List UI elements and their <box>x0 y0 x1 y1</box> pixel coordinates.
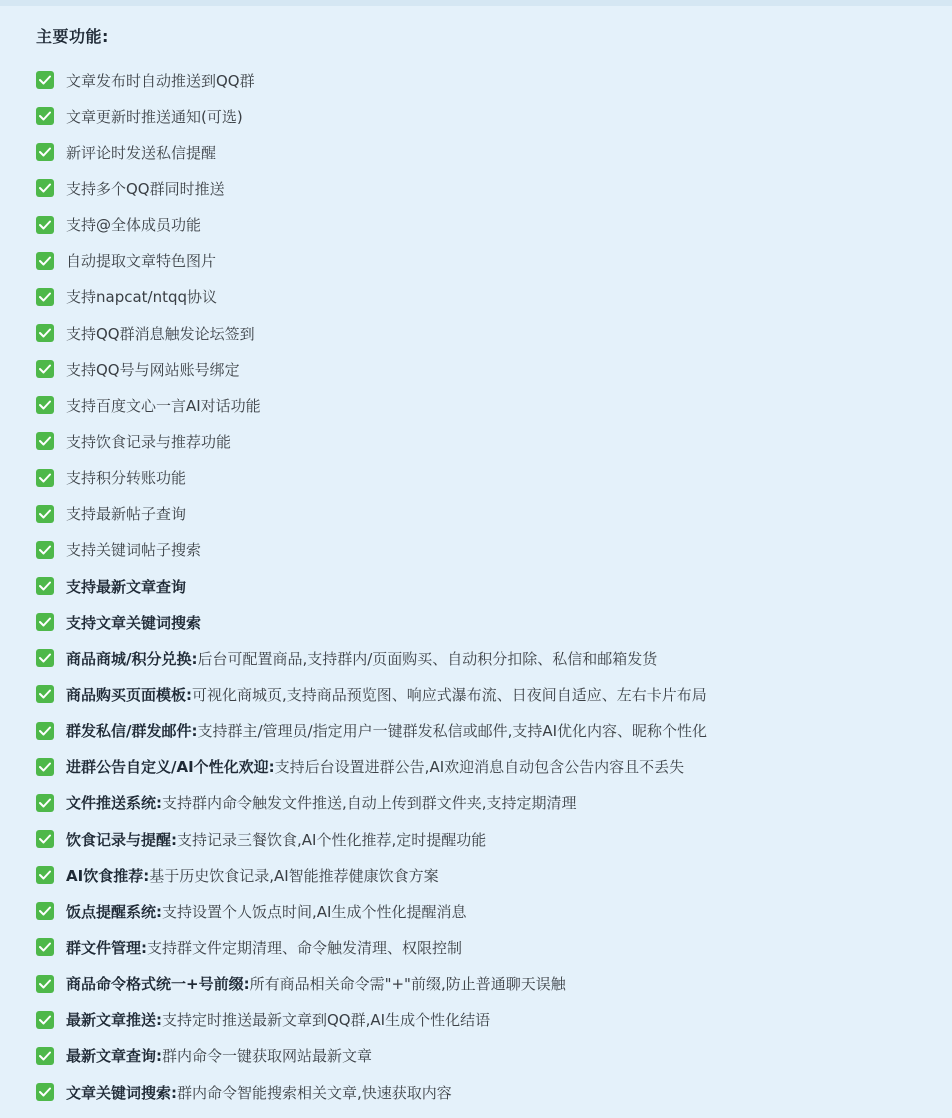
feature-title: 商品购买页面模板: <box>66 685 192 704</box>
feature-item <box>36 713 952 749</box>
feature-description: 可视化商城页,支持商品预览图、响应式瀑布流、日夜间自适应、左右卡片布局 <box>192 685 707 704</box>
feature-item <box>36 98 952 134</box>
section-heading: 主要功能: <box>36 27 109 46</box>
feature-description: 群内命令一键获取网站最新文章 <box>162 1047 373 1066</box>
feature-item <box>36 387 952 423</box>
check-box-icon <box>36 577 54 595</box>
check-box-icon <box>36 649 54 667</box>
feature-title: 饮食记录与提醒: <box>66 830 177 849</box>
feature-title: 支持饮食记录与推荐功能 <box>66 432 232 451</box>
feature-description: 支持记录三餐饮食,AI个性化推荐,定时提醒功能 <box>177 830 487 849</box>
feature-item <box>36 929 952 965</box>
feature-title: 支持QQ号与网站账号绑定 <box>66 360 240 379</box>
feature-title: 商品命令格式统一+号前缀: <box>66 975 250 994</box>
feature-item <box>36 62 952 98</box>
feature-item <box>36 315 952 351</box>
check-box-icon <box>36 252 54 270</box>
check-box-icon <box>36 975 54 993</box>
feature-title: 饭点提醒系统: <box>66 902 162 921</box>
feature-description: 支持群内命令触发文件推送,自动上传到群文件夹,支持定期清理 <box>162 794 577 813</box>
feature-item <box>36 170 952 206</box>
feature-item <box>36 1002 952 1038</box>
check-box-icon <box>36 794 54 812</box>
feature-title: 支持QQ群消息触发论坛签到 <box>66 324 255 343</box>
feature-item <box>36 243 952 279</box>
check-box-icon <box>36 938 54 956</box>
feature-item <box>36 532 952 568</box>
feature-title: 文章发布时自动推送到QQ群 <box>66 71 255 90</box>
feature-title: 支持最新帖子查询 <box>66 505 187 524</box>
feature-title: 支持@全体成员功能 <box>66 216 202 235</box>
check-box-icon <box>36 179 54 197</box>
feature-title: 进群公告自定义/AI个性化欢迎: <box>66 758 275 777</box>
check-box-icon <box>36 902 54 920</box>
feature-item <box>36 460 952 496</box>
feature-item <box>36 640 952 676</box>
check-box-icon <box>36 685 54 703</box>
check-box-icon <box>36 505 54 523</box>
feature-item <box>36 351 952 387</box>
check-box-icon <box>36 469 54 487</box>
check-box-icon <box>36 288 54 306</box>
check-box-icon <box>36 1083 54 1101</box>
feature-description: 支持群主/管理员/指定用户一键群发私信或邮件,支持AI优化内容、昵称个性化 <box>197 722 708 741</box>
feature-item <box>36 1038 952 1074</box>
feature-description: 基于历史饮食记录,AI智能推荐健康饮食方案 <box>149 866 439 885</box>
feature-description: 所有商品相关命令需"+"前缀,防止普通聊天误触 <box>249 975 566 994</box>
feature-item <box>36 785 952 821</box>
check-box-icon <box>36 758 54 776</box>
feature-title: AI饮食推荐: <box>66 866 150 885</box>
check-box-icon <box>36 866 54 884</box>
feature-item <box>36 966 952 1002</box>
check-box-icon <box>36 722 54 740</box>
check-box-icon <box>36 541 54 559</box>
feature-title: 支持文章关键词搜索 <box>66 613 202 632</box>
feature-description: 支持后台设置进群公告,AI欢迎消息自动包含公告内容且不丢失 <box>274 758 685 777</box>
feature-item <box>36 423 952 459</box>
feature-title: 文章关键词搜索: <box>66 1083 177 1102</box>
feature-item <box>36 857 952 893</box>
feature-description: 支持设置个人饭点时间,AI生成个性化提醒消息 <box>162 902 467 921</box>
feature-title: 支持最新文章查询 <box>66 577 187 596</box>
feature-item <box>36 676 952 712</box>
check-box-icon <box>36 432 54 450</box>
feature-item <box>36 1074 952 1110</box>
feature-item <box>36 134 952 170</box>
feature-title: 支持多个QQ群同时推送 <box>66 179 225 198</box>
check-box-icon <box>36 613 54 631</box>
feature-title: 支持百度文心一言AI对话功能 <box>66 396 261 415</box>
top-divider <box>0 0 952 6</box>
check-box-icon <box>36 1047 54 1065</box>
check-box-icon <box>36 1011 54 1029</box>
feature-title: 群发私信/群发邮件: <box>66 722 198 741</box>
feature-title: 自动提取文章特色图片 <box>66 252 217 271</box>
feature-title: 最新文章推送: <box>66 1011 162 1030</box>
check-box-icon <box>36 71 54 89</box>
check-box-icon <box>36 324 54 342</box>
feature-title: 商品商城/积分兑换: <box>66 649 198 668</box>
feature-title: 支持积分转账功能 <box>66 469 187 488</box>
feature-description: 后台可配置商品,支持群内/页面购买、自动积分扣除、私信和邮箱发货 <box>197 649 658 668</box>
feature-item <box>36 604 952 640</box>
feature-item <box>36 279 952 315</box>
feature-list <box>36 62 952 1110</box>
feature-title: 支持关键词帖子搜索 <box>66 541 202 560</box>
feature-item <box>36 893 952 929</box>
feature-title: 新评论时发送私信提醒 <box>66 143 217 162</box>
feature-item <box>36 749 952 785</box>
feature-title: 文章更新时推送通知(可选) <box>66 107 243 126</box>
check-box-icon <box>36 360 54 378</box>
feature-item <box>36 821 952 857</box>
check-box-icon <box>36 216 54 234</box>
feature-title: 文件推送系统: <box>66 794 162 813</box>
feature-item <box>36 568 952 604</box>
check-box-icon <box>36 396 54 414</box>
feature-title: 支持napcat/ntqq协议 <box>66 288 218 307</box>
feature-title: 最新文章查询: <box>66 1047 162 1066</box>
check-box-icon <box>36 107 54 125</box>
feature-item <box>36 207 952 243</box>
feature-title: 群文件管理: <box>66 938 147 957</box>
feature-description: 群内命令智能搜索相关文章,快速获取内容 <box>177 1083 452 1102</box>
check-box-icon <box>36 143 54 161</box>
check-box-icon <box>36 830 54 848</box>
feature-description: 支持定时推送最新文章到QQ群,AI生成个性化结语 <box>162 1011 491 1030</box>
feature-description: 支持群文件定期清理、命令触发清理、权限控制 <box>147 938 463 957</box>
feature-item <box>36 496 952 532</box>
